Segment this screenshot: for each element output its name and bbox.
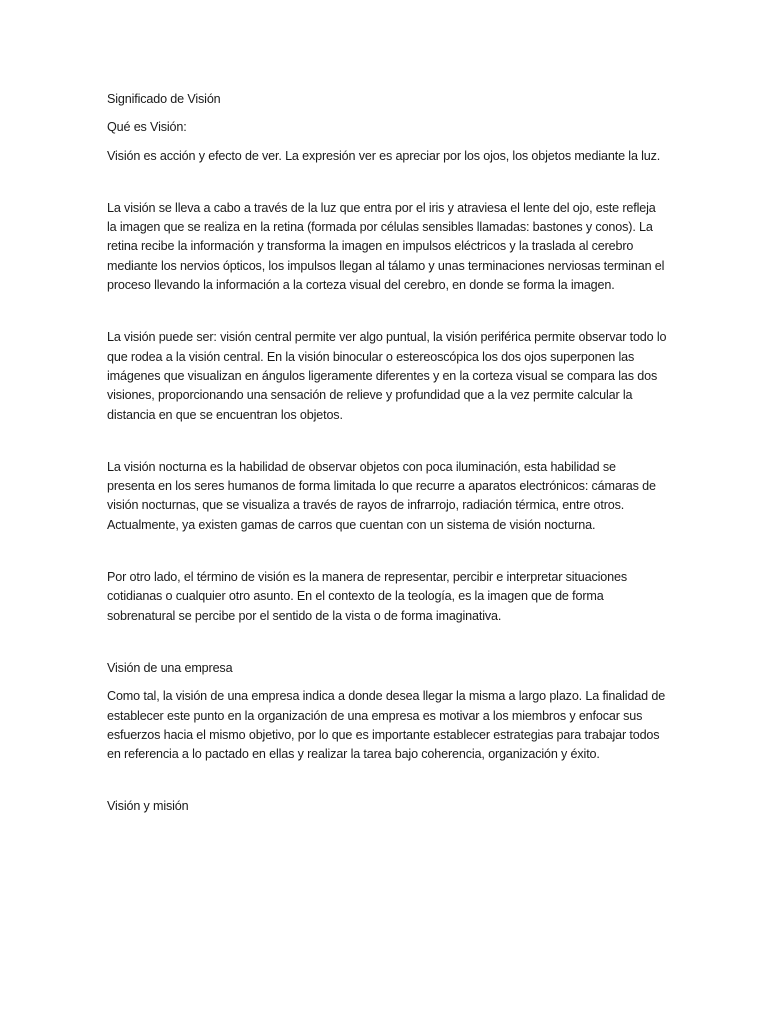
theology-paragraph: Por otro lado, el término de visión es la manera de representar, percibir e interpretar situaciones cotidianas o cualquier otro asunto. En el contexto de la teología, es la imagen que de forma sobrenatural se percibe por el sentido de la vista o de forma imaginativa. <box>107 570 627 623</box>
night-vision-paragraph: La visión nocturna es la habilidad de observar objetos con poca iluminación, esta habilidad se presenta en los seres humanos de forma limitada lo que recurre a aparatos electrónicos: cámaras de visión nocturnas, que se visualiza a través de rayos de infrarrojo, radiación térmica, entre otros. Actualmente, ya existen gamas de carros que cuentan con un sistema de visión nocturna. <box>107 459 656 532</box>
definition-paragraph: Visión es acción y efecto de ver. La expresión ver es apreciar por los ojos, los objetos mediante la luz. <box>107 148 661 163</box>
retina-paragraph: La visión se lleva a cabo a través de la luz que entra por el iris y atraviesa el lente del ojo, este refleja la imagen que se realiza en la retina (formada por células sensibles llamadas: bastones y conos). La retina recibe la información y transforma la imagen en impulsos eléctricos y la traslada al cerebro mediante los nervios ópticos, los impulsos llegan al tálamo y unas terminaciones nerviosas terminan el proceso llevando la información a la corteza visual del cerebro, en donde se forma la imagen. <box>107 200 665 293</box>
document-body <box>107 90 667 817</box>
company-vision-paragraph: Como tal, la visión de una empresa indica a donde desea llegar la misma a largo plazo. La finalidad de establecer este punto en la organización de una empresa es motivar a los miembros y enfocar sus esfuerzos hacia el mismo objetivo, por lo que es importante establecer estrategias para trabajar todos en referencia a lo pactado en ellas y realizar la tarea bajo coherencia, organización y éxito. <box>107 689 666 762</box>
vision-types-paragraph: La visión puede ser: visión central permite ver algo puntual, la visión periférica permite observar todo lo que rodea a la visión central. En la visión binocular o estereoscópica los dos ojos superponen las imágenes que visualizan en ángulos ligeramente diferentes y en la corteza visual se compara las dos visiones, proporcionando una sensación de relieve y profundidad que a la vez permite calcular la distancia en que se encuentran los objetos. <box>107 330 667 422</box>
company-vision-heading: Visión de una empresa <box>107 660 233 675</box>
document-title: Significado de Visión <box>107 92 221 106</box>
question-heading: Qué es Visión: <box>107 120 187 135</box>
vision-mission-heading: Visión y misión <box>107 799 189 814</box>
